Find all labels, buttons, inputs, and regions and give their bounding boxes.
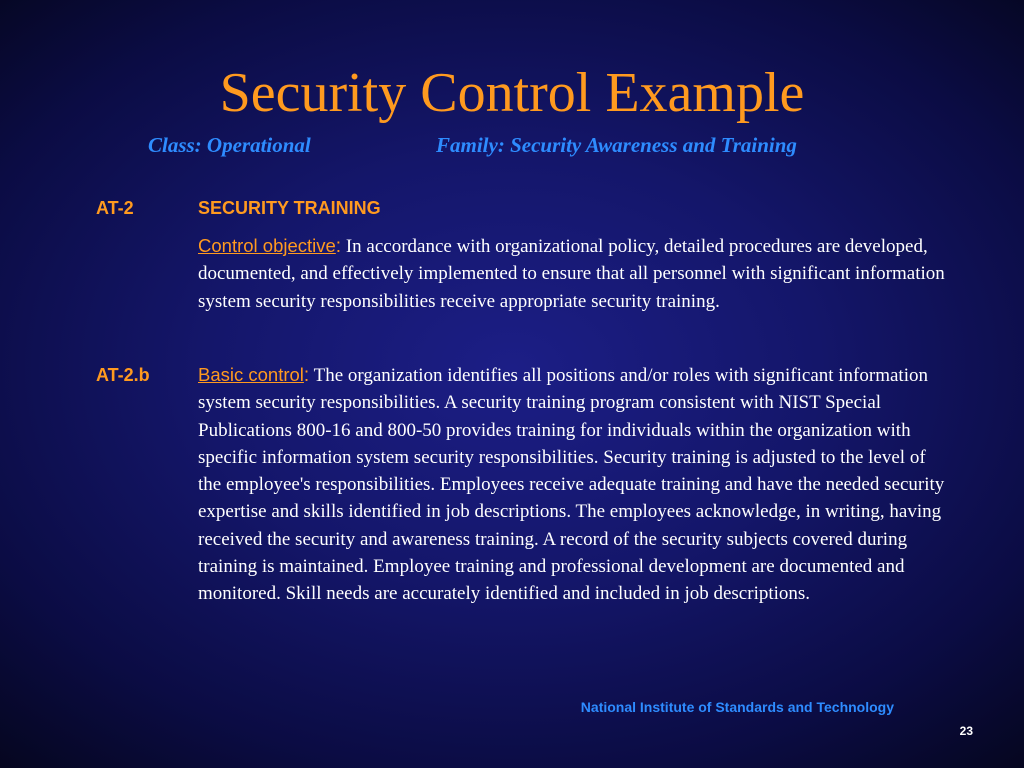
control-objective-label: Control objective — [198, 235, 336, 256]
slide-title: Security Control Example — [219, 62, 805, 124]
control-id-at-2: AT-2 — [96, 198, 134, 218]
basic-control-paragraph — [198, 361, 948, 608]
class-label: Class: Operational — [148, 133, 311, 157]
page-number: 23 — [959, 724, 973, 738]
control-name: SECURITY TRAINING — [198, 198, 381, 218]
footer-organization: National Institute of Standards and Technology — [580, 699, 894, 715]
basic-control-text: The organization identifies all positions and/or roles with significant information system security responsibilities. A security training program consistent with NIST Special Publications 800-16 and 800-50 provides training for individuals within the organization with specific information system security responsibilities. Security training is adjusted to the level of the employee's responsibilities. Employees receive adequate training and have the needed security expertise and skills identified in job descriptions. The employees acknowledge, in writing, having received the security and awareness training. A record of the security subjects covered during training is maintained. Employee training and professional development are documented and monitored. Skill needs are accurately identified and included in job descriptions. — [198, 365, 945, 605]
basic-control-colon: : — [303, 365, 310, 386]
control-objective-text: In accordance with organizational policy, detailed procedures are developed, documented, and effectively implemented to ensure that all personnel with significant information system security responsibilities receive appropriate security training. — [198, 236, 945, 312]
control-id-at-2b: AT-2.b — [96, 365, 150, 385]
control-objective-colon: : — [335, 236, 342, 257]
control-objective-paragraph — [198, 232, 948, 315]
family-label: Family: Security Awareness and Training — [436, 133, 797, 157]
basic-control-label: Basic control — [198, 364, 304, 385]
